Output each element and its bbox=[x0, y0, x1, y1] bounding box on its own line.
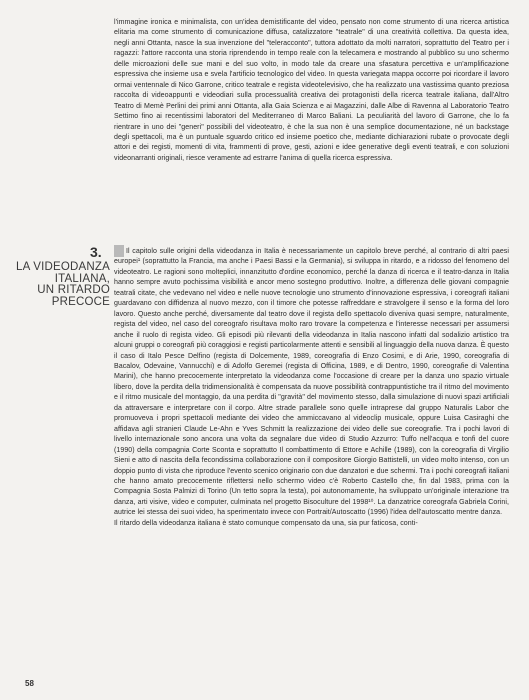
body-paragraph: l'immagine ironica e minimalista, con un'idea demistificante del video, pensato non come strumento di una ricerca artistica elitaria ma come strumento di comunicazione diffusa, catalizzatore "teatrale" di una creatività collettiva. Da questa idea, negli anni Ottanta, nasce la sua invenzione del "teleracconto", tuttora adottato da molti narratori, soprattutto del Teatro per i ragazzi: l'attore racconta una storia riprendendo in tempo reale con la telecamera e mostrando al pubblico su uno schermo delle microazioni delle sue mani e del suo volto, in modo tale da creare una sfasatura percettiva e un'amplificazione espressiva che insieme usa e svela l'artificio tecnologico del video. In questa variegata mappa occorre poi ricordare il lavoro ormai ventennale di Nico Garrone, critico teatrale e regista videotelevisivo, che ha realizzato una vastissima quanto preziosa raccolta di videoappunti e videodiari sulla processualità creativa dei protagonisti della ricerca teatrale italiana, dall'Altro Teatro di Memè Perlini dei primi anni Ottanta, alla Gaia Scienza e ai Magazzini, dalle Albe di Ravenna al Laboratorio Teatro Settimo fino ai recentissimi laboratori del Mediterraneo di Marco Baliani. La peculiarità del lavoro di Garrone, che lo fa rientrare in uno dei "generi" possibili del videoteatro, è che la sua non è una semplice documentazione, né un backstage degli spettacoli, ma è un puntuale sguardo critico ed insieme poetico che, mediante dichiarazioni rubate o provocate degli attori e dei registi, momenti di vita, frammenti di prove, gesti, azioni e idee generative degli eventi teatrali, e con soluzioni videonarranti originali, riesce veramente ad estrarre l'anima di quella ricerca espressiva. bbox=[114, 19, 509, 162]
section-title-line: PRECOCE bbox=[51, 295, 110, 308]
body-paragraph: Il ritardo della videodanza italiana è stato comunque compensato da una, sia pur faticosa, conti- bbox=[114, 519, 418, 527]
section-title-line: ITALIANA, bbox=[54, 272, 110, 285]
body-paragraph: Il capitolo sulle origini della videodanza in Italia è necessariamente un capitolo breve perché, al contrario di altri paesi europei¹ (soprattutto la Francia, ma anche i Paesi Bassi e la Germania), si sviluppa in ritardo, e a ridosso del fenomeno del videoteatro. Le ragioni sono molteplici, innanzitutto d'ordine economico, perché la danza di ricerca e il teatro-danza in Italia hanno sempre avuto pochissima visibilità e ancor meno sostegno produttivo. Inoltre, a differenza delle giovani compagnie teatrali citate, che vedevano nel video e nelle nuove tecnologie uno strumento d'innovazione espressiva, i coreografi italiani guardavano con diffidenza al nuovo mezzo, con il timore che potesse raffreddare e stravolgere il senso e la forma del loro lavoro. Questo anche perché, diversamente dal teatro dove il regista dello spettacolo diveniva quasi sempre, naturalmente, regista del video, nel caso del coreografo risultava molto raro trovare la competenza e l'interesse necessari per assumersi anche il ruolo di regista video. Gli episodi più rilevanti della videodanza in Italia nascono infatti dal sodalizio artistico tra alcuni gruppi o coreografi più coraggiosi e registi particolarmente attenti e sensibili al linguaggio della nuova danza. È questo il caso di Italo Pesce Delfino (regista di Dolcemente, 1989, coreografia di Enzo Cosimi, e di Arie, 1990, coreografia di Bacalov, Odevaine, Vannucchi) e di Adolfo Geremei (regista di Officina, 1989, e di Dentro, 1990, coreografie di Valentina Marini), che hanno precocemente interpretato la videodanza come l'occasione di creare per la danza uno spazio virtuale libero, dove la perdita della tridimensionalità è compensata da nuove possibilità contrappuntistiche tra il ritmo del movimento e il ritmo musicale del montaggio, da una perdita di "gravità" del movimento stesso, dalla simulazione di nuovi spazi artificiali da attraversare e interpretare con il corpo. Altre strade parallele sono quelle intraprese dal gruppo Naturalis Labor che promuoveva i propri spettacoli mediante dei video che ammiccavano al videoclip musicale, oppure Luisa Casiraghi che affidava agli stranieri Claude Le-Ahn e Yves Schmitt la realizzazione dei video delle sue coreografie. Tra i pochi lavori di livello internazionale sono ancora una volta da segnalare due video di Studio Azzurro: Tuffo nell'acqua e tonfi del cuore (1990) della compagnia Corte Sconta e soprattutto Il combattimento di Ettore e Achille (1989), con la coreografia di Virgilio Sieni e atto di nascita della fecondissima collaborazione con il compositore Giorgio Battistelli, un video molto intenso, con un doppio punto di vista che riproduce l'evento scenico originario con due danzatori e due schermi. Tra i pochi coreografi italiani che hanno amato precocemente riflettersi nello schermo video c'è Roberto Castello che, fin dal 1983, prima con la Compagnia Sosta Palmizi di Torino (Un tetto sopra la testa), poi autonomamente, ha sviluppato un'originale interazione tra danza, arti visive, video e computer, culminata nel progetto Bisoculture del 1998¹⁰. La danzatrice coreografa Gabriela Corini, autrice lei stessa dei suoi video, ha sperimentato invece con Portrait/Autoscatto (1996) l'idea dell'autoscatto mentre danza. bbox=[114, 248, 509, 517]
page-number: 58 bbox=[25, 679, 34, 688]
section-title-line: LA VIDEODANZA bbox=[16, 261, 110, 273]
top-text-block bbox=[114, 18, 509, 164]
section-title bbox=[10, 262, 110, 308]
section-title-line: UN RITARDO bbox=[37, 284, 110, 296]
section-text-block bbox=[114, 247, 509, 529]
section-number: 3. bbox=[90, 244, 102, 260]
